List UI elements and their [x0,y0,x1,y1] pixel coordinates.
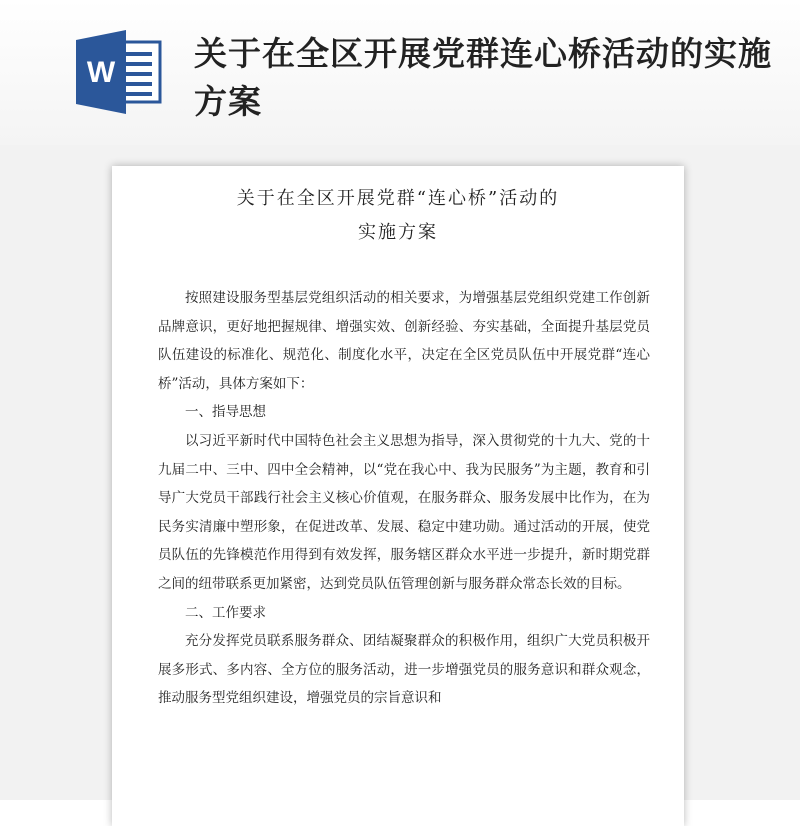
section-heading-work-requirements: 二、工作要求 [185,604,266,621]
header-banner [0,0,800,145]
document-title-line2: 实施方案 [358,222,438,243]
section-paragraph-guiding-ideology: 以习近平新时代中国特色社会主义思想为指导，深入贯彻党的十九大、党的十九届二中、三中、四中全会精神，以“党在我心中、我为民服务”为主题，教育和引导广大党员干部践行社会主义核心价值观，在服务群众、服务发展中比作为，在为民务实清廉中塑形象，在促进改革、发展、稳定中建功勋。通过活动的开展，使党员队伍的先锋模范作用得到有效发挥，服务辖区群众水平进一步提升，新时期党群之间的纽带联系更加紧密，达到党员队伍管理创新与服务群众常态长效的目标。 [158,432,650,592]
section-paragraph-work-requirements: 充分发挥党员联系服务群众、团结凝聚群众的积极作用，组织广大党员积极开展多形式、多内容、全方位的服务活动，进一步增强党员的服务意识和群众观念，推动服务型党组织建设，增强党员的宗旨意识和 [158,633,650,707]
intro-paragraph: 按照建设服务型基层党组织活动的相关要求，为增强基层党组织党建工作创新品牌意识，更好地把握规律、增强实效、创新经验、夯实基础，全面提升基层党员队伍建设的标准化、规范化、制度化水平，决定在全区党员队伍中开展党群“连心桥”活动，具体方案如下： [158,290,650,392]
word-icon-letter: W [86,56,116,89]
document-body [158,284,650,713]
word-document-icon [76,30,164,114]
document-page [112,166,684,826]
document-title [112,182,684,250]
section-heading-guiding-ideology: 一、指导思想 [185,404,266,421]
page-title: 关于在全区开展党群连心桥活动的实施方案 [194,34,772,121]
document-title-line1: 关于在全区开展党群“连心桥”活动的 [236,188,560,209]
